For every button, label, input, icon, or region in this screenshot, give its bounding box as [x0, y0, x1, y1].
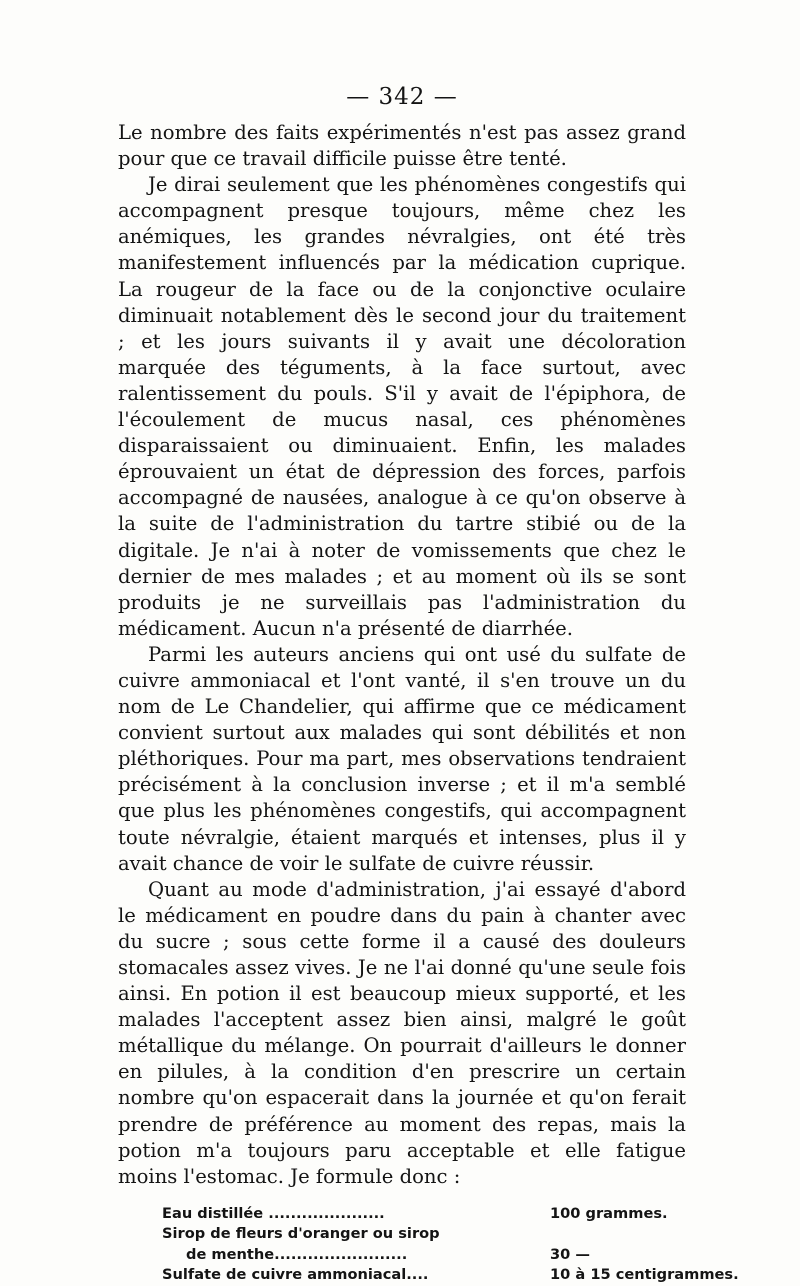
paragraph-2: Je dirai seulement que les phénomènes congestifs qui accompagnent presque toujours, même chez les anémiques, les grandes névralgies, ont été très manifestement influencés par la médication cuprique. La rougeur de la face ou de la conjonctive oculaire diminuait notablement dès le second jour du traitement ; et les jours suivants il y avait une décoloration marquée des téguments, à la face surtout, avec ralentissement du pouls. S'il y avait de l'épiphora, de l'écoulement de mucus nasal, ces phénomènes disparaissaient ou diminuaient. Enfin, les malades éprouvaient un état de dépression des forces, parfois accompagné de nausées, analogue à ce qu'on observe à la suite de l'administration du tartre stibié ou de la digitale. Je n'ai à noter de vomissements que chez le dernier de mes malades ; et au moment où ils se sont produits je ne surveillais pas l'administration du médicament. Aucun n'a présenté de diarrhée.: [118, 173, 686, 640]
recipe-amount: 10 à 15 centigrammes.: [550, 1266, 739, 1284]
recipe-ingredient: Sirop de fleurs d'oranger ou sirop: [162, 1225, 440, 1243]
recipe-row: [162, 1265, 739, 1286]
recipe-ingredient: Sulfate de cuivre ammoniacal....: [162, 1266, 429, 1284]
recipe-amount: 100 grammes.: [550, 1204, 668, 1222]
recipe-row: [162, 1245, 722, 1266]
page-number: — 342 —: [346, 84, 458, 110]
recipe-amount: 30 —: [550, 1245, 590, 1263]
document-page: [118, 84, 739, 1286]
paragraph-1: Le nombre des faits expérimentés n'est pas assez grand pour que ce travail difficile puisse être tenté.: [118, 121, 686, 171]
recipe-row: [162, 1224, 722, 1245]
recipe-row: [162, 1204, 722, 1225]
paragraph-4: Quant au mode d'administration, j'ai essayé d'abord le médicament en poudre dans du pain à chanter avec du sucre ; sous cette forme il a causé des douleurs stomacales assez vives. Je ne l'ai donné qu'une seule fois ainsi. En potion il est beaucoup mieux supporté, et les malades l'acceptent assez bien ainsi, malgré le goût métallique du mélange. On pourrait d'ailleurs le donner en pilules, à la condition d'en prescrire un certain nombre qu'on espacerait dans la journée et qu'on ferait prendre de préférence au moment des repas, mais la potion m'a toujours paru acceptable et elle fatigue moins l'estomac. Je formule donc :: [118, 877, 686, 1188]
prescription-formula: [162, 1204, 739, 1286]
recipe-ingredient: Eau distillée .....................: [162, 1204, 385, 1222]
recipe-ingredient: de menthe........................: [186, 1245, 408, 1263]
paragraph-3: Parmi les auteurs anciens qui ont usé du sulfate de cuivre ammoniacal et l'ont vanté, il s'en trouve un du nom de Le Chandelier, qui affirme que ce médicament convient surtout aux malades qui sont débilités et non pléthoriques. Pour ma part, mes observations tendraient précisément à la conclusion inverse ; et il m'a semblé que plus les phénomènes congestifs, qui accompagnent toute névralgie, étaient marqués et intenses, plus il y avait chance de voir le sulfate de cuivre réussir.: [118, 642, 686, 875]
